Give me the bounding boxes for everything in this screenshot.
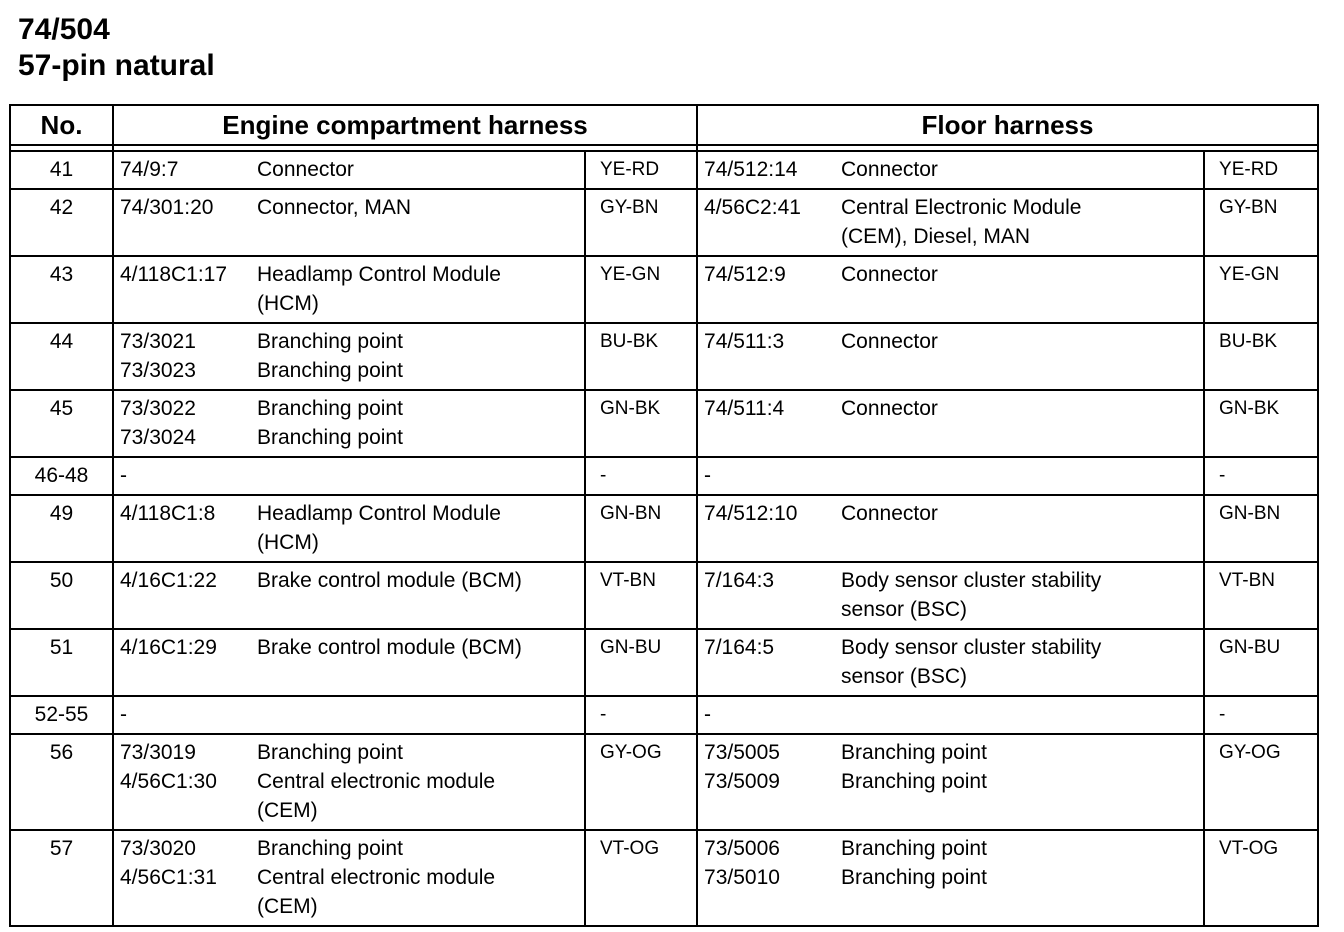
component-ref: 73/5010	[704, 866, 780, 889]
pin-number: 43	[10, 256, 113, 323]
table-row	[10, 629, 1318, 696]
component-description: Connector	[841, 397, 938, 420]
harness-line	[704, 834, 1197, 863]
component-ref: 73/3024	[120, 426, 196, 449]
component-description: Branching point	[257, 837, 403, 860]
component-ref	[120, 289, 257, 318]
table-row	[10, 734, 1318, 830]
harness-line	[704, 394, 1197, 423]
connector-description: 57-pin natural	[18, 49, 215, 82]
floor-wire-color: -	[1204, 457, 1318, 495]
component-ref: 74/511:3	[704, 330, 785, 353]
pin-number: 46-48	[10, 457, 113, 495]
component-description: (HCM)	[257, 292, 319, 315]
component-description: (CEM)	[257, 799, 318, 822]
component-ref: -	[704, 703, 712, 726]
connector-id: 74/504	[18, 13, 110, 46]
header-engine-harness: Engine compartment harness	[113, 105, 697, 145]
harness-line	[120, 863, 578, 892]
engine-wire-color: GY-OG	[585, 734, 697, 830]
header-no: No.	[10, 105, 113, 145]
engine-harness-cell	[113, 390, 585, 457]
pin-table	[9, 104, 1319, 927]
component-description: (CEM)	[257, 895, 318, 918]
component-ref: -	[704, 464, 712, 487]
pin-number: 52-55	[10, 696, 113, 734]
component-ref	[704, 662, 841, 691]
component-description: Headlamp Control Module	[257, 263, 501, 286]
component-description: Branching point	[841, 741, 987, 764]
harness-line	[120, 423, 578, 452]
engine-wire-color: VT-OG	[585, 830, 697, 926]
component-description: Brake control module (BCM)	[257, 569, 522, 592]
floor-harness-cell	[697, 734, 1204, 830]
engine-wire-color: GN-BU	[585, 629, 697, 696]
table-row	[10, 390, 1318, 457]
engine-wire-color: GN-BN	[585, 495, 697, 562]
component-ref: 4/16C1:29	[120, 636, 217, 659]
harness-line	[120, 289, 578, 318]
floor-harness-cell	[697, 390, 1204, 457]
engine-harness-cell	[113, 562, 585, 629]
component-description: Connector, MAN	[257, 196, 412, 219]
floor-harness-cell	[697, 256, 1204, 323]
component-ref: 74/512:9	[704, 263, 786, 286]
table-row	[10, 830, 1318, 926]
component-description: Connector	[841, 330, 938, 353]
engine-wire-color: YE-RD	[585, 151, 697, 189]
floor-wire-color: -	[1204, 696, 1318, 734]
component-ref: 73/3021	[120, 330, 196, 353]
floor-harness-cell	[697, 457, 1204, 495]
component-description	[257, 461, 578, 490]
engine-harness-cell	[113, 495, 585, 562]
harness-line	[120, 461, 578, 490]
pin-number: 50	[10, 562, 113, 629]
harness-line	[120, 566, 578, 595]
harness-line	[704, 193, 1197, 222]
harness-line	[704, 327, 1197, 356]
pin-number: 57	[10, 830, 113, 926]
harness-line	[120, 155, 578, 184]
engine-wire-color: GN-BK	[585, 390, 697, 457]
engine-harness-cell	[113, 629, 585, 696]
component-ref: 7/164:3	[704, 569, 775, 592]
component-description	[257, 700, 578, 729]
component-description: (CEM), Diesel, MAN	[841, 225, 1031, 248]
floor-wire-color: VT-OG	[1204, 830, 1318, 926]
floor-harness-cell	[697, 151, 1204, 189]
engine-harness-cell	[113, 256, 585, 323]
harness-line	[704, 461, 1197, 490]
component-ref: 74/512:14	[704, 158, 798, 181]
component-description: Branching point	[841, 770, 987, 793]
component-ref	[704, 222, 841, 251]
harness-line	[704, 155, 1197, 184]
component-description: Branching point	[841, 866, 987, 889]
component-ref: 4/118C1:17	[120, 263, 228, 286]
engine-wire-color: BU-BK	[585, 323, 697, 390]
harness-line	[704, 499, 1197, 528]
harness-line	[704, 767, 1197, 796]
harness-line	[120, 327, 578, 356]
component-description	[841, 700, 1197, 729]
harness-line	[120, 193, 578, 222]
floor-wire-color: GN-BN	[1204, 495, 1318, 562]
component-ref: 4/56C2:41	[704, 196, 801, 219]
floor-harness-cell	[697, 323, 1204, 390]
component-ref	[704, 595, 841, 624]
component-description: Connector	[841, 263, 938, 286]
engine-harness-cell	[113, 830, 585, 926]
floor-wire-color: GN-BK	[1204, 390, 1318, 457]
component-description: Branching point	[257, 330, 403, 353]
engine-wire-color: VT-BN	[585, 562, 697, 629]
engine-harness-cell	[113, 696, 585, 734]
engine-wire-color: -	[585, 696, 697, 734]
component-ref: 4/16C1:22	[120, 569, 217, 592]
harness-line	[120, 356, 578, 385]
harness-line	[120, 767, 578, 796]
pin-number: 56	[10, 734, 113, 830]
harness-line	[704, 222, 1197, 251]
table-row	[10, 256, 1318, 323]
table-row	[10, 495, 1318, 562]
harness-line	[704, 566, 1197, 595]
component-ref: 74/512:10	[704, 502, 798, 525]
table-row	[10, 562, 1318, 629]
table-body	[10, 145, 1318, 926]
harness-line	[704, 260, 1197, 289]
floor-wire-color: VT-BN	[1204, 562, 1318, 629]
harness-line	[704, 595, 1197, 624]
component-description: Body sensor cluster stability	[841, 636, 1102, 659]
floor-wire-color: GN-BU	[1204, 629, 1318, 696]
engine-harness-cell	[113, 323, 585, 390]
component-ref: 74/511:4	[704, 397, 785, 420]
pin-number: 49	[10, 495, 113, 562]
floor-wire-color: YE-RD	[1204, 151, 1318, 189]
component-description: Central electronic module	[257, 866, 496, 889]
component-description: Branching point	[257, 397, 403, 420]
harness-line	[120, 834, 578, 863]
table-row	[10, 189, 1318, 256]
pin-number: 51	[10, 629, 113, 696]
component-description: sensor (BSC)	[841, 665, 968, 688]
component-ref: 73/5006	[704, 837, 780, 860]
component-ref: 7/164:5	[704, 636, 775, 659]
component-ref: 4/118C1:8	[120, 502, 216, 525]
component-description: Headlamp Control Module	[257, 502, 501, 525]
floor-wire-color: YE-GN	[1204, 256, 1318, 323]
component-description: Connector	[841, 158, 938, 181]
component-ref: 73/5009	[704, 770, 780, 793]
harness-line	[120, 892, 578, 921]
component-ref: 74/9:7	[120, 158, 179, 181]
harness-line	[120, 499, 578, 528]
component-description: (HCM)	[257, 531, 319, 554]
component-ref: 73/3019	[120, 741, 196, 764]
floor-harness-cell	[697, 696, 1204, 734]
component-ref: 74/301:20	[120, 196, 214, 219]
table-row	[10, 323, 1318, 390]
harness-line	[120, 796, 578, 825]
floor-harness-cell	[697, 495, 1204, 562]
component-ref: -	[120, 703, 127, 726]
floor-harness-cell	[697, 830, 1204, 926]
engine-wire-color: YE-GN	[585, 256, 697, 323]
header-row	[10, 105, 1318, 145]
engine-harness-cell	[113, 151, 585, 189]
component-description: Connector	[841, 502, 938, 525]
component-ref: -	[120, 464, 127, 487]
harness-line	[704, 662, 1197, 691]
engine-wire-color: -	[585, 457, 697, 495]
harness-line	[120, 700, 578, 729]
component-ref: 73/5005	[704, 741, 780, 764]
document-title	[18, 12, 215, 84]
engine-wire-color: GY-BN	[585, 189, 697, 256]
header-floor-harness: Floor harness	[697, 105, 1318, 145]
harness-line	[120, 528, 578, 557]
component-ref	[120, 528, 257, 557]
component-ref: 4/56C1:30	[120, 770, 217, 793]
component-description	[841, 461, 1197, 490]
component-ref	[120, 796, 257, 825]
engine-harness-cell	[113, 189, 585, 256]
component-description: Body sensor cluster stability	[841, 569, 1102, 592]
engine-harness-cell	[113, 457, 585, 495]
component-description: Brake control module (BCM)	[257, 636, 522, 659]
component-description: Central Electronic Module	[841, 196, 1082, 219]
harness-line	[704, 738, 1197, 767]
harness-line	[120, 738, 578, 767]
floor-harness-cell	[697, 189, 1204, 256]
component-description: Branching point	[257, 426, 403, 449]
component-description: Connector	[257, 158, 354, 181]
floor-wire-color: GY-BN	[1204, 189, 1318, 256]
harness-line	[704, 633, 1197, 662]
component-description: Central electronic module	[257, 770, 496, 793]
component-ref: 73/3022	[120, 397, 196, 420]
component-ref	[120, 892, 257, 921]
table-row	[10, 696, 1318, 734]
component-ref: 4/56C1:31	[120, 866, 217, 889]
floor-wire-color: BU-BK	[1204, 323, 1318, 390]
floor-harness-cell	[697, 629, 1204, 696]
harness-line	[704, 700, 1197, 729]
harness-line	[120, 394, 578, 423]
harness-line	[120, 260, 578, 289]
component-ref: 73/3020	[120, 837, 196, 860]
harness-line	[120, 633, 578, 662]
component-description: Branching point	[257, 359, 403, 382]
harness-line	[704, 863, 1197, 892]
component-description: sensor (BSC)	[841, 598, 968, 621]
component-ref: 73/3023	[120, 359, 196, 382]
component-description: Branching point	[841, 837, 987, 860]
pin-number: 45	[10, 390, 113, 457]
floor-harness-cell	[697, 562, 1204, 629]
table-row	[10, 151, 1318, 189]
floor-wire-color: GY-OG	[1204, 734, 1318, 830]
pin-number: 44	[10, 323, 113, 390]
engine-harness-cell	[113, 734, 585, 830]
component-description: Branching point	[257, 741, 403, 764]
table-row	[10, 457, 1318, 495]
pin-number: 41	[10, 151, 113, 189]
pin-number: 42	[10, 189, 113, 256]
